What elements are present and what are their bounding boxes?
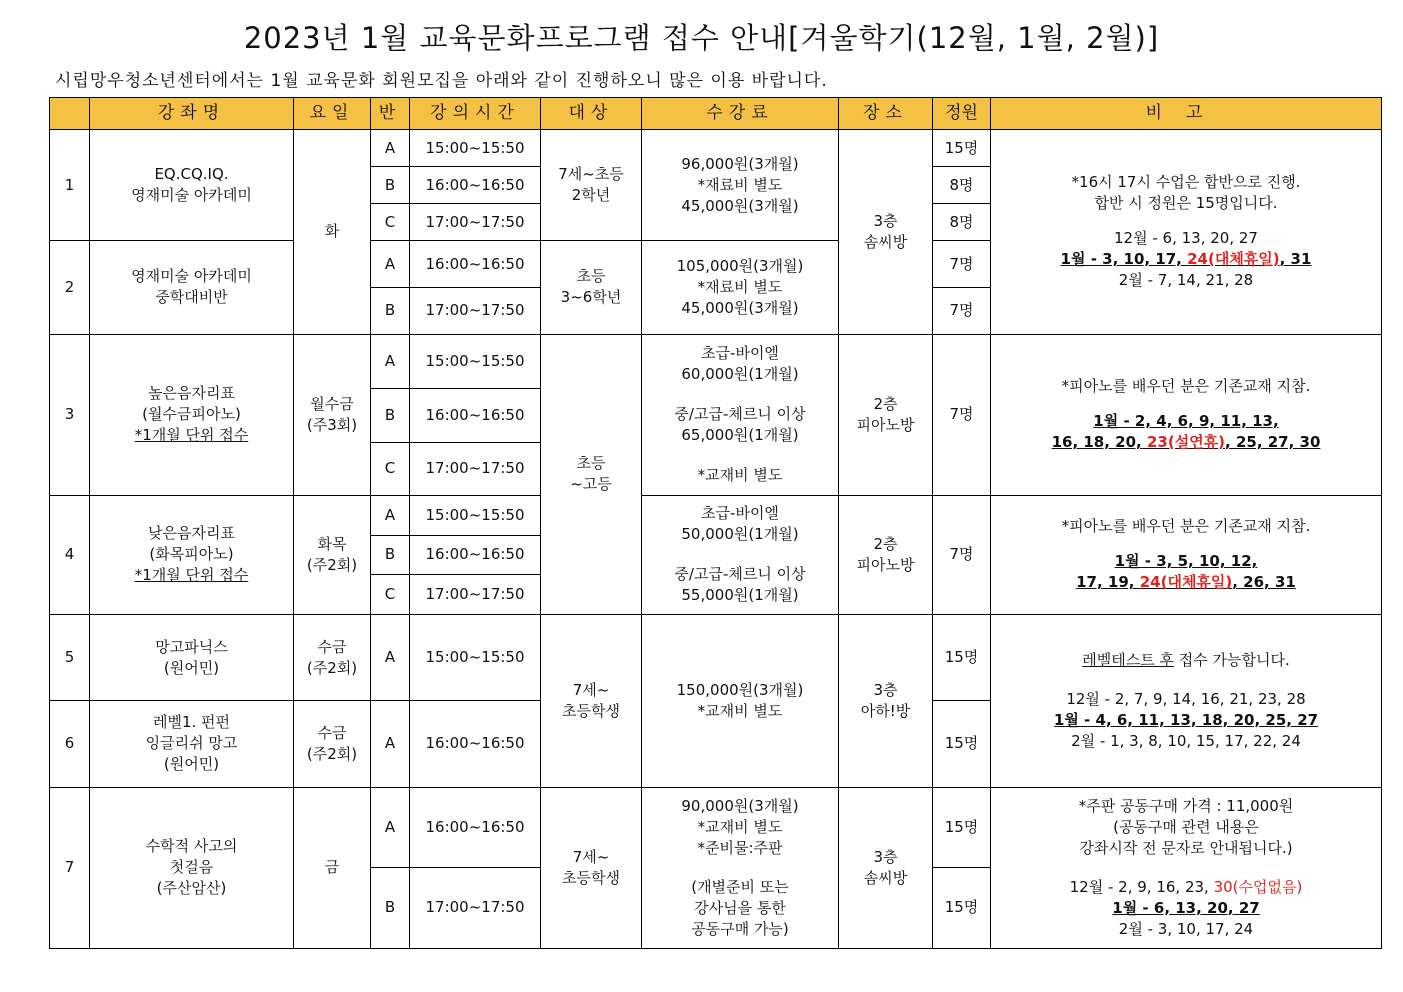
course-name: 높은음자리표 (월수금피아노) *1개월 단위 접수 bbox=[90, 334, 294, 495]
time-cell: 17:00~17:50 bbox=[410, 204, 541, 241]
row-number: 3 bbox=[50, 334, 90, 495]
capacity-cell: 15명 bbox=[933, 615, 991, 701]
table-row bbox=[50, 495, 1382, 535]
fee-cell: 105,000원(3개월) *재료비 별도 45,000원(3개월) bbox=[642, 241, 839, 334]
time-cell: 16:00~16:50 bbox=[410, 701, 541, 787]
class-cell: A bbox=[371, 495, 410, 535]
time-cell: 17:00~17:50 bbox=[410, 575, 541, 615]
capacity-cell: 15명 bbox=[933, 787, 991, 867]
place-cell: 2층 피아노방 bbox=[839, 495, 933, 614]
place-cell: 2층 피아노방 bbox=[839, 334, 933, 495]
time-cell: 17:00~17:50 bbox=[410, 288, 541, 334]
fee-cell: 초급-바이엘 50,000원(1개월) 중/고급-체르니 이상 55,000원(1개월) bbox=[642, 495, 839, 614]
row-number: 4 bbox=[50, 495, 90, 614]
row-number: 1 bbox=[50, 130, 90, 241]
note-cell: *16시 17시 수업은 합반으로 진행. 합반 시 정원은 15명입니다. 12월 - 6, 13, 20, 27 1월 - 3, 10, 17, 24(대체휴일), 31 2월 - 7, 14, 21, 28 bbox=[991, 130, 1382, 334]
row-number: 7 bbox=[50, 787, 90, 949]
time-cell: 16:00~16:50 bbox=[410, 241, 541, 288]
capacity-cell: 15명 bbox=[933, 867, 991, 948]
header-fee: 수강료 bbox=[642, 98, 839, 130]
time-cell: 15:00~15:50 bbox=[410, 495, 541, 535]
day-cell: 월수금 (주3회) bbox=[294, 334, 371, 495]
class-cell: B bbox=[371, 167, 410, 204]
capacity-cell: 7명 bbox=[933, 288, 991, 334]
row-number: 6 bbox=[50, 701, 90, 787]
course-name: 레벨1. 펀펀 잉글리쉬 망고 (원어민) bbox=[90, 701, 294, 787]
course-name: 수학적 사고의 첫걸음 (주산암산) bbox=[90, 787, 294, 949]
class-cell: A bbox=[371, 787, 410, 867]
row-number: 2 bbox=[50, 241, 90, 334]
header-place: 장소 bbox=[839, 98, 933, 130]
class-cell: B bbox=[371, 288, 410, 334]
target-cell: 7세~초등 2학년 bbox=[541, 130, 642, 241]
time-cell: 15:00~15:50 bbox=[410, 130, 541, 167]
capacity-cell: 8명 bbox=[933, 204, 991, 241]
table-row bbox=[50, 615, 1382, 701]
capacity-cell: 15명 bbox=[933, 130, 991, 167]
page-subtitle: 시립망우청소년센터에서는 1월 교육문화 회원모집을 아래와 같이 진행하오니 많은 이용 바랍니다. bbox=[55, 71, 828, 91]
place-cell: 3층 솜씨방 bbox=[839, 787, 933, 949]
class-cell: A bbox=[371, 130, 410, 167]
course-name: 낮은음자리표 (화목피아노) *1개월 단위 접수 bbox=[90, 495, 294, 614]
capacity-cell: 7명 bbox=[933, 241, 991, 288]
header-target: 대상 bbox=[541, 98, 642, 130]
table-row bbox=[50, 787, 1382, 867]
fee-cell: 150,000원(3개월) *교재비 별도 bbox=[642, 615, 839, 787]
header-class: 반 bbox=[371, 98, 410, 130]
target-cell: 초등 ~고등 bbox=[541, 334, 642, 615]
day-cell: 수금 (주2회) bbox=[294, 701, 371, 787]
course-name: EQ.CQ.IQ. 영재미술 아카데미 bbox=[90, 130, 294, 241]
class-cell: B bbox=[371, 867, 410, 948]
header-note: 비고 bbox=[991, 98, 1382, 130]
class-cell: C bbox=[371, 575, 410, 615]
capacity-cell: 15명 bbox=[933, 701, 991, 787]
header-course: 강좌명 bbox=[90, 98, 294, 130]
page-title: 2023년 1월 교육문화프로그램 접수 안내[겨울학기(12월, 1월, 2월)] bbox=[243, 21, 1160, 55]
class-cell: C bbox=[371, 442, 410, 495]
time-cell: 15:00~15:50 bbox=[410, 615, 541, 701]
capacity-cell: 8명 bbox=[933, 167, 991, 204]
time-cell: 16:00~16:50 bbox=[410, 167, 541, 204]
time-cell: 15:00~15:50 bbox=[410, 334, 541, 388]
class-cell: A bbox=[371, 334, 410, 388]
row-number: 5 bbox=[50, 615, 90, 701]
fee-cell: 96,000원(3개월) *재료비 별도 45,000원(3개월) bbox=[642, 130, 839, 241]
day-cell: 금 bbox=[294, 787, 371, 949]
capacity-cell: 7명 bbox=[933, 334, 991, 495]
time-cell: 16:00~16:50 bbox=[410, 388, 541, 442]
day-cell: 화목 (주2회) bbox=[294, 495, 371, 614]
time-cell: 17:00~17:50 bbox=[410, 442, 541, 495]
course-name: 영재미술 아카데미 중학대비반 bbox=[90, 241, 294, 334]
capacity-cell: 7명 bbox=[933, 495, 991, 614]
table-row bbox=[50, 130, 1382, 167]
note-cell: *주판 공동구매 가격 : 11,000원 (공동구매 관련 내용은 강좌시작 전 문자로 안내됩니다.) 12월 - 2, 9, 16, 23, 30(수업없음) 1월 - 6, 13, 20, 27 2월 - 3, 10, 17, 24 bbox=[991, 787, 1382, 949]
fee-cell: 90,000원(3개월) *교재비 별도 *준비물:주판 (개별준비 또는 강사님을 통한 공동구매 가능) bbox=[642, 787, 839, 949]
note-cell: *피아노를 배우던 분은 기존교재 지참. 1월 - 2, 4, 6, 9, 11, 13, 16, 18, 20, 23(설연휴), 25, 27, 30 bbox=[991, 334, 1382, 495]
schedule-table bbox=[49, 97, 1382, 949]
note-cell: 레벨테스트 후 접수 가능합니다. 12월 - 2, 7, 9, 14, 16, 21, 23, 28 1월 - 4, 6, 11, 13, 18, 20, 25, 27 2월 - 1, 3, 8, 10, 15, 17, 22, 24 bbox=[991, 615, 1382, 787]
target-cell: 7세~ 초등학생 bbox=[541, 615, 642, 787]
fee-cell: 초급-바이엘 60,000원(1개월) 중/고급-체르니 이상 65,000원(1개월) *교재비 별도 bbox=[642, 334, 839, 495]
time-cell: 17:00~17:50 bbox=[410, 867, 541, 948]
day-cell: 수금 (주2회) bbox=[294, 615, 371, 701]
course-name: 망고파닉스 (원어민) bbox=[90, 615, 294, 701]
class-cell: A bbox=[371, 241, 410, 288]
header-row bbox=[50, 98, 1382, 130]
class-cell: C bbox=[371, 204, 410, 241]
place-cell: 3층 솜씨방 bbox=[839, 130, 933, 334]
note-cell: *피아노를 배우던 분은 기존교재 지참. 1월 - 3, 5, 10, 12, 17, 19, 24(대체휴일), 26, 31 bbox=[991, 495, 1382, 614]
header-capacity: 정원 bbox=[933, 98, 991, 130]
class-cell: B bbox=[371, 535, 410, 574]
time-cell: 16:00~16:50 bbox=[410, 535, 541, 574]
time-cell: 16:00~16:50 bbox=[410, 787, 541, 867]
class-cell: A bbox=[371, 615, 410, 701]
place-cell: 3층 아하!방 bbox=[839, 615, 933, 787]
day-cell: 화 bbox=[294, 130, 371, 334]
target-cell: 초등 3~6학년 bbox=[541, 241, 642, 334]
header-day: 요일 bbox=[294, 98, 371, 130]
target-cell: 7세~ 초등학생 bbox=[541, 787, 642, 949]
header-no bbox=[50, 98, 90, 130]
header-time: 강의시간 bbox=[410, 98, 541, 130]
class-cell: B bbox=[371, 388, 410, 442]
class-cell: A bbox=[371, 701, 410, 787]
table-row bbox=[50, 334, 1382, 388]
